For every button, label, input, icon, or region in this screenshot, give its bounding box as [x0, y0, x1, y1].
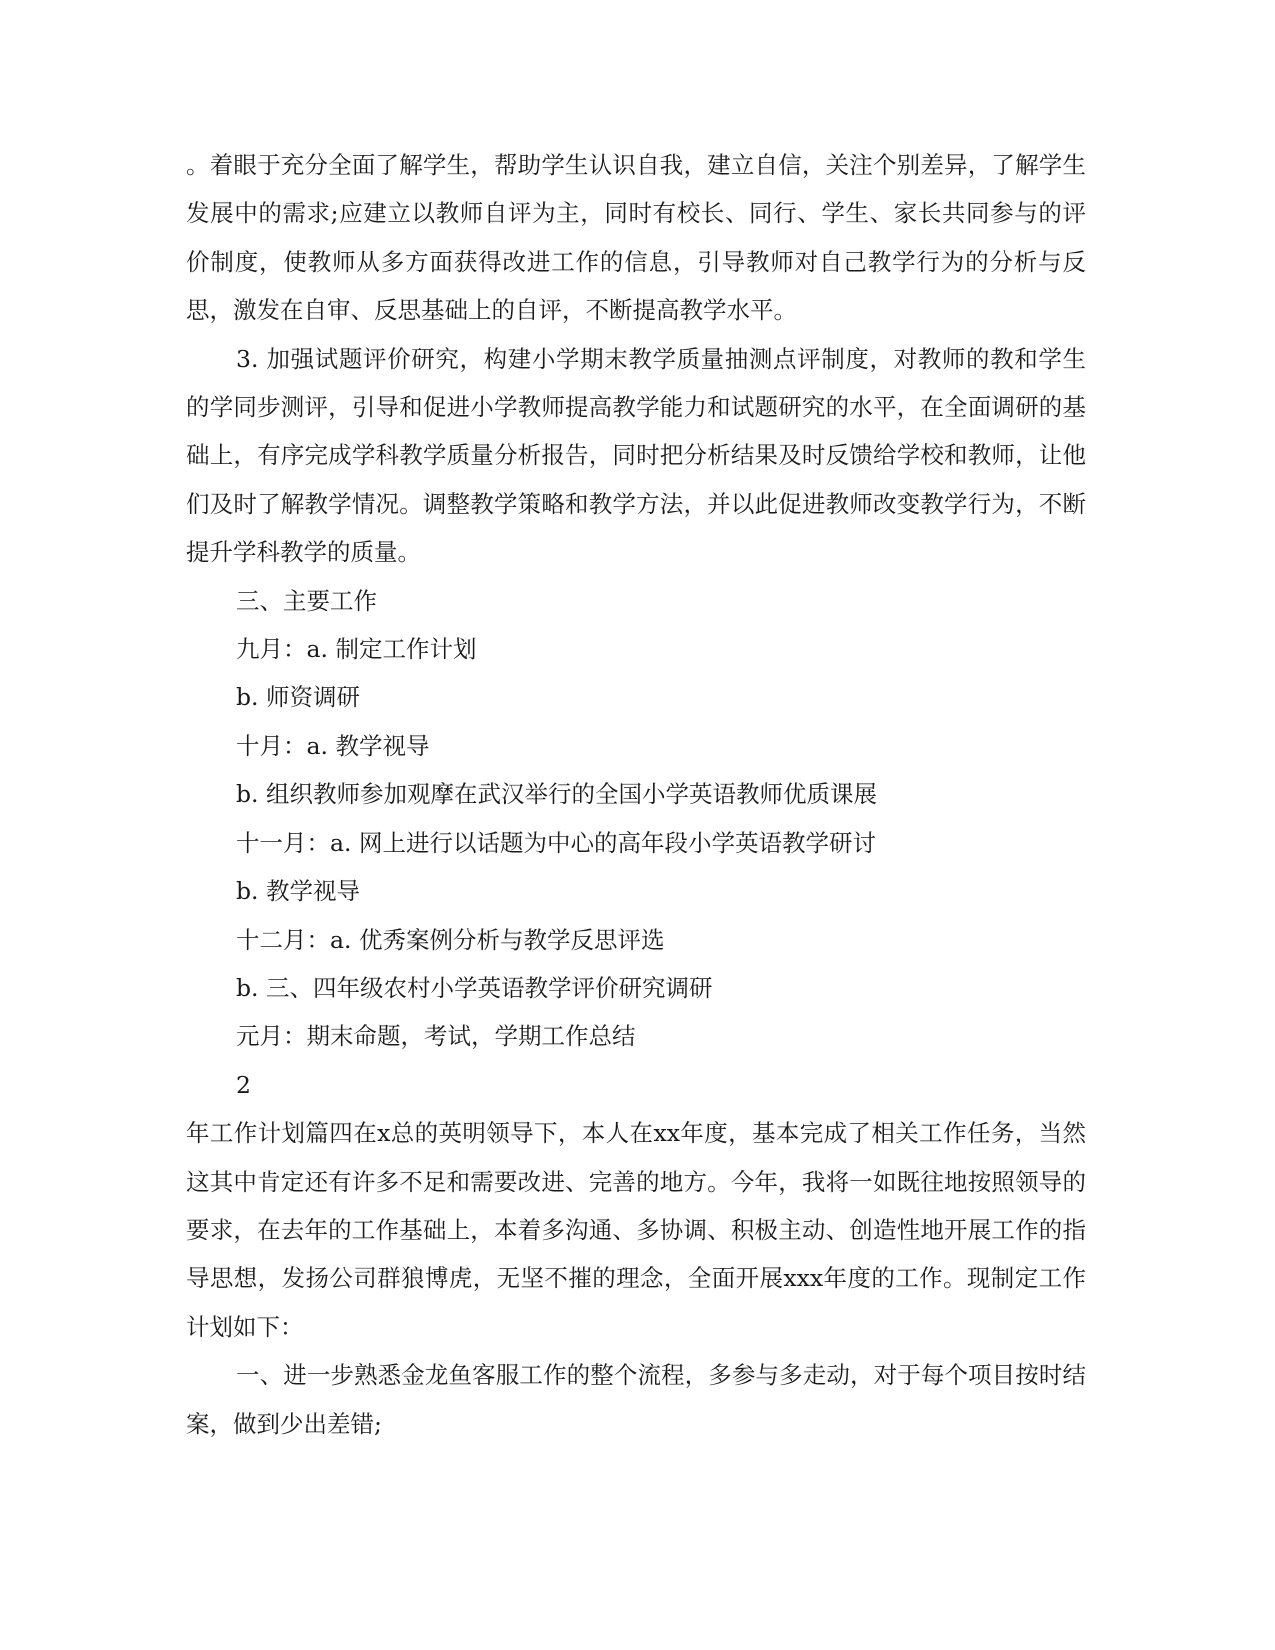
schedule-december-b: b. 三、四年级农村小学英语教学评价研究调研	[236, 973, 713, 1002]
document-body	[186, 141, 1086, 1448]
paragraph-plan-four-intro: 年工作计划篇四在x总的英明领导下，本人在xx年度，基本完成了相关工作任务，当然这其中肯定还有许多不足和需要改进、完善的地方。今年，我将一如既往地按照领导的要求，在去年的工作基础上，本着多沟通、多协调、积极主动、创造性地开展工作的指导思想，发扬公司群狼博虎，无坚不摧的理念，全面开展xxx年度的工作。现制定工作计划如下：	[186, 1119, 1086, 1341]
section-number: 2	[236, 1070, 251, 1099]
paragraph-item-3: 3. 加强试题评价研究，构建小学期末教学质量抽测点评制度，对教师的教和学生的学同步测评，引导和促进小学教师提高教学能力和试题研究的水平，在全面调研的基础上，有序完成学科教学质量分析报告，同时把分析结果及时反馈给学校和教师，让他们及时了解教学情况。调整教学策略和教学方法，并以此促进教师改变教学行为，不断提升学科教学的质量。	[186, 344, 1086, 567]
paragraph-plan-item-1: 一、进一步熟悉金龙鱼客服工作的整个流程，多参与多走动，对于每个项目按时结案，做到少出差错;	[186, 1361, 1086, 1438]
schedule-january: 元月：期末命题，考试，学期工作总结	[236, 1022, 636, 1051]
schedule-december-a: 十二月：a. 优秀案例分析与教学反思评选	[236, 925, 665, 954]
schedule-october-a: 十月：a. 教学视导	[236, 731, 430, 760]
section-heading-main-work: 三、主要工作	[236, 586, 377, 615]
schedule-november-b: b. 教学视导	[236, 877, 360, 906]
schedule-september-b: b. 师资调研	[236, 683, 360, 712]
paragraph-evaluation-intro: 。着眼于充分全面了解学生，帮助学生认识自我，建立自信，关注个别差异，了解学生发展中的需求;应建立以教师自评为主，同时有校长、同行、学生、家长共同参与的评价制度，使教师从多方面获得改进工作的信息，引导教师对自己教学行为的分析与反思，激发在自审、反思基础上的自评，不断提高教学水平。	[186, 151, 1086, 325]
schedule-september-a: 九月：a. 制定工作计划	[236, 635, 477, 664]
schedule-november-a: 十一月：a. 网上进行以话题为中心的高年段小学英语教学研讨	[236, 828, 876, 857]
schedule-october-b: b. 组织教师参加观摩在武汉举行的全国小学英语教师优质课展	[236, 780, 877, 809]
